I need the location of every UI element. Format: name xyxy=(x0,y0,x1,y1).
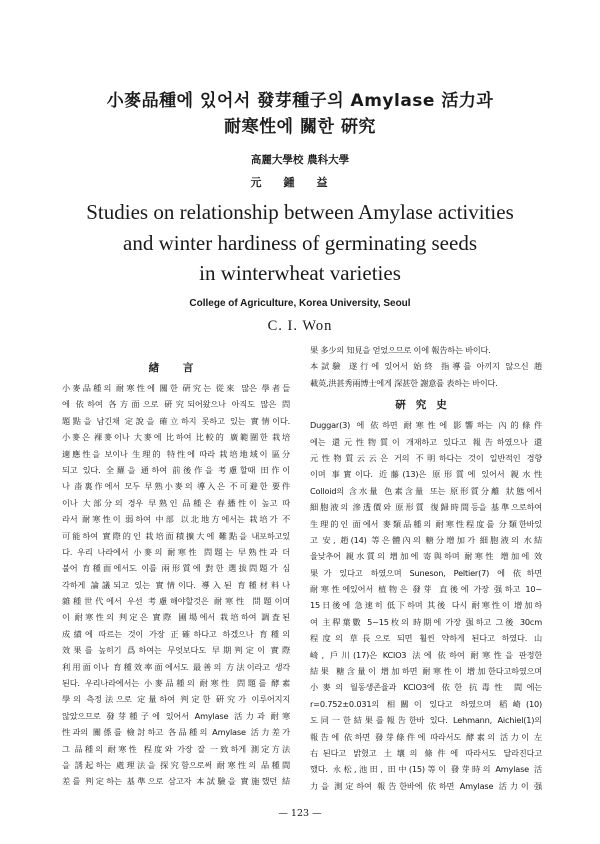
english-author: C. I. Won xyxy=(267,318,333,334)
text-line: 雜種世代에서 우선 考慮해야할것은 耐寒性 問題이며 xyxy=(62,596,290,607)
introduction-continuation xyxy=(310,342,542,391)
text-line: 效果를 높히기 爲하여는 무엇보다도 早期判定이 實際 xyxy=(62,645,290,656)
english-affiliation: College of Agriculture, Korea University, Seoul xyxy=(189,298,411,309)
text-line: 을 誘起하는 處理法을 探究함으로써 耐寒性의 品種間 xyxy=(62,759,290,770)
text-line: 된다. 우리나라에서는 小麥品種의 耐寒性 問題를 酵素 xyxy=(62,678,290,689)
text-line: 程度의 草長으로 되면 훨씬 약하게 된다고 하였다. 山 xyxy=(310,633,542,644)
text-line: 되고 있다. 全羅을 通하여 前後作을 考慮할때 田作이 xyxy=(62,464,290,475)
text-line: 각하게 論議되고 있는 實情이다. 導入된 育種材料나 xyxy=(62,579,290,590)
text-line: 라서 耐寒性이 弱하여 中部 以北地方에서는 栽培가 不 xyxy=(62,514,290,525)
text-line: 15日後에 急速히 低下하며 其後 다시 耐寒性이 增加하 xyxy=(310,600,542,611)
left-column xyxy=(62,360,290,790)
page-number: — 123 — xyxy=(278,808,322,819)
text-line: Duggar(3) 에 依하면 耐寒性에 影響하는 內的條件 xyxy=(310,420,542,431)
text-line: 이며 事實이다. 近藤(13)은 原形質에 있어서 親水性 xyxy=(310,469,542,480)
text-line: 율낮추어 親水質의 增加에 寄與하며 耐寒性 增加에 效 xyxy=(310,551,542,562)
korean-author: 元鍾益 xyxy=(250,176,350,189)
english-title-line-3: in winterwheat varieties xyxy=(199,261,401,285)
text-line: 力을 測定하여 報告한바에 依하면 Amylase 活力이 强 xyxy=(310,780,542,791)
korean-title-line-1: 小麥品種에 있어서 發芽種子의 Amylase 活力과 xyxy=(106,91,494,111)
text-line: 고 安, 趙(14) 等은體內의 糖分增加가 細胞液의 水結 xyxy=(310,534,542,545)
korean-affiliation: 高麗大學校 農科大學 xyxy=(250,154,350,166)
text-line: 載英,洪甚秀兩博士에게 深甚한 謝意를 表하는 바이다. xyxy=(310,377,498,388)
text-line: 生理的인 面에서 麥類品種의 耐寒性程度를 分類한바있 xyxy=(310,518,542,529)
text-line: 불어 育種面에서도 이를 兩形質에 對한 選拔問題가 심 xyxy=(62,563,290,574)
text-line: 않았으므로 發芽種子에 있어서 Amylase 活力과 耐寒 xyxy=(62,710,290,721)
text-line: 差를 判定하는 基準으로 삼고자 本試驗을 實施했던 結 xyxy=(62,776,290,787)
introduction-heading: 緖 言 xyxy=(148,362,204,374)
text-line: 崎, 戶川(17)은 KClO3 法에 依하여 耐寒性을 판정한 xyxy=(310,649,542,660)
text-line: 題點을 남긴채 定說을 確立하지 못하고 있는 實情이다. xyxy=(62,415,290,426)
english-title-line-1: Studies on relationship between Amylase activities xyxy=(86,200,514,224)
text-line: 果 多少의 知見을 얻었으므로 이에 報告하는 바이다. xyxy=(310,345,491,355)
text-line: 適應性을 보이나 生理的 特性에 따라 栽培地域이 區分 xyxy=(62,448,290,459)
text-line: 에는 還元性物質이 개재하고 있다고 報告하였으나 還 xyxy=(310,436,542,447)
text-line: 도同一한結果를報告한바 있다. Lehmann, Aichiel(1)의 xyxy=(310,715,542,726)
text-line: 學의 측정法으로 定量하여 判定한 硏究가 이루어지지 xyxy=(62,694,290,705)
text-line: 元性物質云云은 거의 不明하다는 것이 일반적인 경향 xyxy=(310,452,542,463)
text-line: 果가 있다고 하였으며 Suneson, Peltier(7) 에 依하면 xyxy=(310,567,542,578)
text-line: 利用面이나 育種效率面에서도 最善의 方法이라고 생각 xyxy=(62,661,290,672)
text-line: 小麥의 월동생존율과 KClO3에 依한 抗毒性 間에는 xyxy=(310,682,542,693)
korean-title-line-2: 耐寒性에 關한 硏究 xyxy=(224,117,376,137)
text-line: 다. 우리 나라에서 小麥의 耐寒性 問題는 早熟性과 더 xyxy=(62,546,290,557)
text-line: 報告에 依하면 發芽條件에 따라서도 酵素의 活力이 左 xyxy=(310,731,542,742)
text-line: 나 畓裏作에서 모두 早熟小麥의 導入은 不可避한 要件 xyxy=(62,481,290,492)
text-line: 本試驗 遂行에 있어서 始終 指導를 아끼지 않으신 趙 xyxy=(310,361,542,372)
text-line: 이 耐寒性의 判定은 實際 圃場에서 栽培하여 調査된 xyxy=(62,612,290,623)
text-line: 小麥은 裸麥이나 大麥에 比하여 比較的 廣範圍한 栽培 xyxy=(62,432,290,443)
right-column xyxy=(310,342,542,794)
text-line: 小麥品種의 耐寒性에 關한 硏究는 從來 많은 學者들 xyxy=(62,383,290,393)
history-heading: 硏究史 xyxy=(395,399,457,412)
text-line: 結果 糖含量이 增加하면 耐寒性이 增加한다고하였으며 xyxy=(310,666,542,677)
history-body xyxy=(310,417,542,794)
text-line: 可能하여 實際的인 栽培面積擴大에 難點을 내포하고있 xyxy=(62,530,290,541)
text-line: Colloid의 含水量 色素含量 또는 原形質分離 狀態에서 xyxy=(310,485,542,496)
introduction-body xyxy=(62,380,290,790)
text-line: 細胞液의 滲透價와 原形質 復歸時間등을 基準으로하여 xyxy=(310,502,542,513)
text-line: 右된다고 밝혔고 土壤의 條件에 따라서도 달라진다고 xyxy=(310,747,542,758)
text-line: 여 主稈葉數 5~15枚의 時期에 가장 强하고 그後 30cm xyxy=(310,616,542,627)
text-line: 耐寒性에있어서 植物은 發芽 直後에 가장 强하고 10~ xyxy=(310,584,542,595)
text-line: 그 品種의 耐寒性 程度와 가장 잘 一致하게 測定方法 xyxy=(62,743,290,754)
text-line: 成績에 따르는 것이 가장 正確하다고 하겠으나 育種의 xyxy=(62,628,290,639)
text-line: 했다. 永松,池田, 田中(15)等이 發芽時의 Amylase 活 xyxy=(310,764,542,775)
text-line: 이나 大部分의 경우 早熟인 品種은 春播性이 높고 따 xyxy=(62,497,290,508)
english-title-line-2: and winter hardiness of germinating seeds xyxy=(123,231,477,255)
text-line: r=0.752±0.031의 相關이 있다고 하였으며 稻崎(10) xyxy=(310,698,542,709)
text-line: 에 依하여 各方面으로 硏究되어왔으나 아직도 많은 問 xyxy=(62,399,290,410)
text-line: 性과의 關係를 檢討하고 各品種의 Amylase 活力差가 xyxy=(62,727,290,738)
